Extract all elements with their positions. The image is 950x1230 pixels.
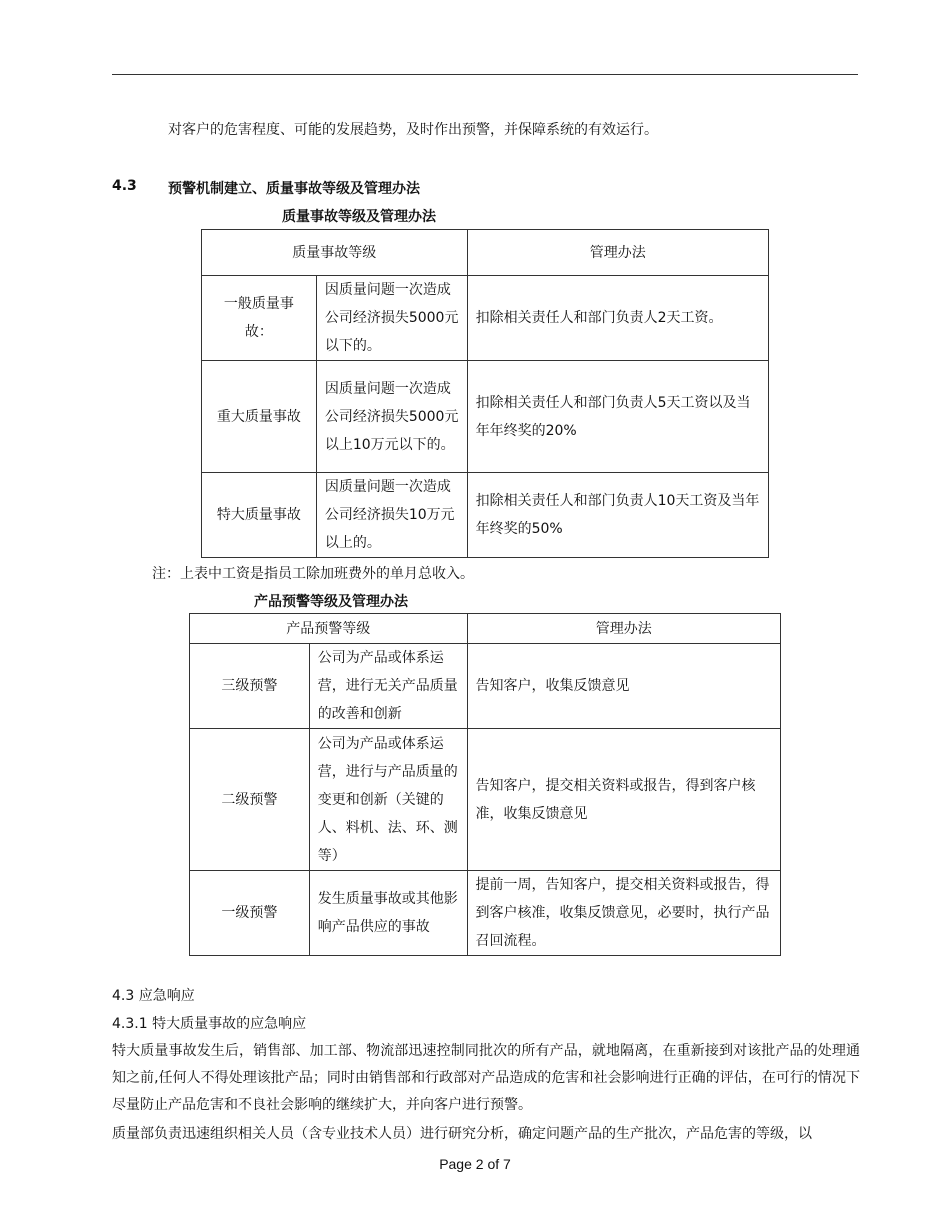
desc-cell: 因质量问题一次造成公司经济损失5000元以上10万元以下的。: [316, 361, 467, 473]
table-row: [202, 361, 769, 473]
table-header-row: [190, 614, 781, 644]
header-cell: 管理办法: [467, 614, 780, 644]
quality-accident-table: [201, 229, 769, 558]
page-number: Page 2 of 7: [439, 1156, 511, 1172]
level-cell: 二级预警: [190, 729, 310, 871]
table-row: [202, 276, 769, 361]
table-row: [190, 729, 781, 871]
action-cell: 扣除相关责任人和部门负责人10天工资及当年年终奖的50%: [467, 473, 768, 558]
emergency-subheading: 4.3.1 特大质量事故的应急响应: [112, 1016, 307, 1032]
intro-line: 对客户的危害程度、可能的发展趋势，及时作出预警，并保障系统的有效运行。: [168, 122, 658, 138]
section-title: 预警机制建立、质量事故等级及管理办法: [168, 181, 420, 197]
level-cell: 重大质量事故: [202, 361, 317, 473]
desc-cell: 因质量问题一次造成公司经济损失10万元以上的。: [316, 473, 467, 558]
section-number: 4.3: [112, 178, 137, 194]
header-cell: 质量事故等级: [202, 230, 468, 276]
level-cell: 一级预警: [190, 871, 310, 956]
action-cell: 扣除相关责任人和部门负责人5天工资以及当年年终奖的20%: [467, 361, 768, 473]
table-header-row: [202, 230, 769, 276]
emergency-heading: 4.3 应急响应: [112, 988, 195, 1004]
header-cell: 产品预警等级: [190, 614, 468, 644]
table-note: 注：上表中工资是指员工除加班费外的单月总收入。: [152, 566, 474, 582]
action-cell: 提前一周，告知客户，提交相关资料或报告，得到客户核准，收集反馈意见，必要时，执行产品召回流程。: [467, 871, 780, 956]
emergency-paragraph-1: 特大质量事故发生后，销售部、加工部、物流部迅速控制同批次的所有产品，就地隔离，在重新接到对该批产品的处理通知之前,任何人不得处理该批产品；同时由销售部和行政部对产品造成的危害和社会影响进行正确的评估，在可行的情况下尽量防止产品危害和不良社会影响的继续扩大，并向客户进行预警。: [112, 1043, 860, 1113]
table-row: [190, 871, 781, 956]
table-row: [190, 644, 781, 729]
header-rule: [112, 74, 858, 75]
desc-cell: 公司为产品或体系运营，进行与产品质量的变更和创新（关键的人、料机、法、环、测等）: [309, 729, 467, 871]
table-row: [202, 473, 769, 558]
header-cell: 管理办法: [467, 230, 768, 276]
level-cell: 一般质量事故：: [202, 276, 317, 361]
table2-caption: 产品预警等级及管理办法: [254, 594, 408, 610]
level-cell: 特大质量事故: [202, 473, 317, 558]
level-cell: 三级预警: [190, 644, 310, 729]
action-cell: 告知客户，收集反馈意见: [467, 644, 780, 729]
product-warning-table: [189, 613, 781, 956]
emergency-paragraph-2: 质量部负责迅速组织相关人员（含专业技术人员）进行研究分析，确定问题产品的生产批次，产品危害的等级，以: [112, 1126, 812, 1142]
action-cell: 告知客户，提交相关资料或报告，得到客户核准，收集反馈意见: [467, 729, 780, 871]
desc-cell: 发生质量事故或其他影响产品供应的事故: [309, 871, 467, 956]
table1-caption: 质量事故等级及管理办法: [282, 209, 436, 225]
desc-cell: 因质量问题一次造成公司经济损失5000元以下的。: [316, 276, 467, 361]
action-cell: 扣除相关责任人和部门负责人2天工资。: [467, 276, 768, 361]
desc-cell: 公司为产品或体系运营，进行无关产品质量的改善和创新: [309, 644, 467, 729]
